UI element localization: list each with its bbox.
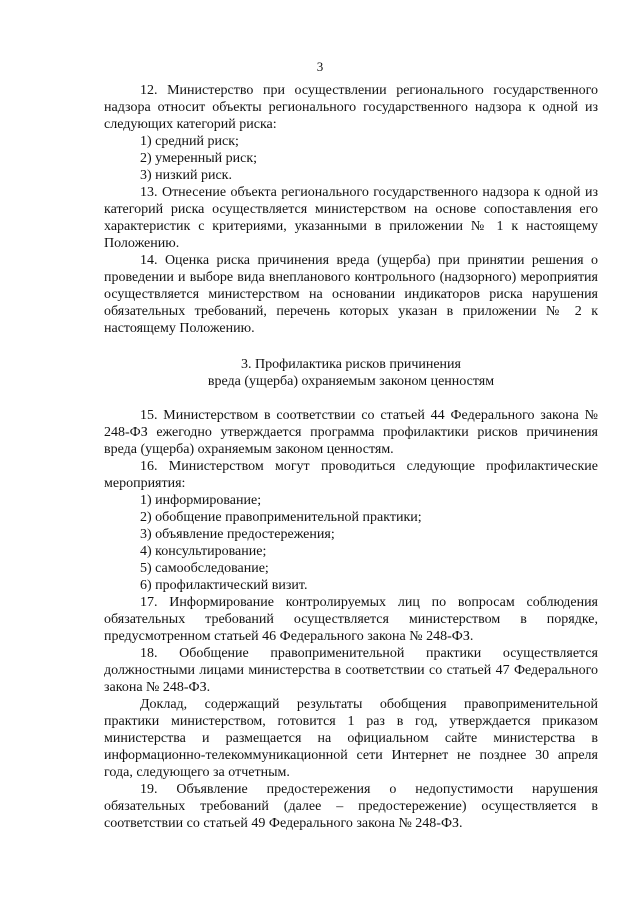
- list-item: 1) средний риск;: [140, 134, 239, 149]
- paragraph-13: 13. Отнесение объекта регионального государственного надзора к одной из категорий риска осуществляется министерством на основе сопоставления его характеристик с критериями, указанными в приложении № 1 к настоящему Положению.: [104, 185, 598, 251]
- paragraph-16: 16. Министерством могут проводиться следующие профилактические мероприятия:: [104, 459, 598, 491]
- paragraph-19: 19. Объявление предостережения о недопустимости нарушения обязательных требований (далее – предостережение) осуществляется в соответствии со статьей 49 Федерального закона № 248-ФЗ.: [104, 782, 598, 831]
- paragraph-12: 12. Министерство при осуществлении регионального государственного надзора относит объекты регионального государственного надзора к одной из следующих категорий риска:: [104, 83, 598, 132]
- section-heading-line-2: вреда (ущерба) охраняемым законом ценностям: [207, 374, 495, 389]
- paragraph-14: 14. Оценка риска причинения вреда (ущерба) при принятии решения о проведении и выборе вида внепланового контрольного (надзорного) мероприятия осуществляется министерством на основании индикаторов риска нарушения обязательных требований, перечень которых указан в приложении № 2 к настоящему Положению.: [104, 253, 598, 336]
- list-item: 3) низкий риск.: [140, 168, 232, 183]
- paragraph-18: 18. Обобщение правоприменительной практики осуществляется должностными лицами министерства в соответствии со статьей 47 Федерального закона № 248-ФЗ.: [104, 646, 598, 695]
- paragraph-15: 15. Министерством в соответствии со статьей 44 Федерального закона № 248-ФЗ ежегодно утверждается программа профилактики рисков причинения вреда (ущерба) охраняемым законом ценностям.: [104, 408, 598, 457]
- section-heading-line-1: 3. Профилактика рисков причинения: [241, 357, 461, 372]
- list-item: 4) консультирование;: [140, 544, 267, 559]
- list-item: 2) обобщение правоприменительной практики;: [140, 510, 422, 525]
- list-item: 3) объявление предостережения;: [140, 527, 335, 542]
- list-item: 6) профилактический визит.: [140, 578, 308, 593]
- list-item: 2) умеренный риск;: [140, 151, 258, 166]
- list-item: 1) информирование;: [140, 493, 262, 508]
- document-body: [104, 82, 598, 832]
- paragraph-18-report: Доклад, содержащий результаты обобщения правоприменительной практики министерством, готовится 1 раз в год, утверждается приказом министерства и размещается на официальном сайте министерства в информационно-телекоммуникационной сети Интернет не позднее 30 апреля года, следующего за отчетным.: [104, 697, 598, 780]
- paragraph-17: 17. Информирование контролируемых лиц по вопросам соблюдения обязательных требований осуществляется министерством в порядке, предусмотренном статьей 46 Федерального закона № 248-ФЗ.: [104, 595, 598, 644]
- list-item: 5) самообследование;: [140, 561, 269, 576]
- page-number: 3: [316, 59, 324, 74]
